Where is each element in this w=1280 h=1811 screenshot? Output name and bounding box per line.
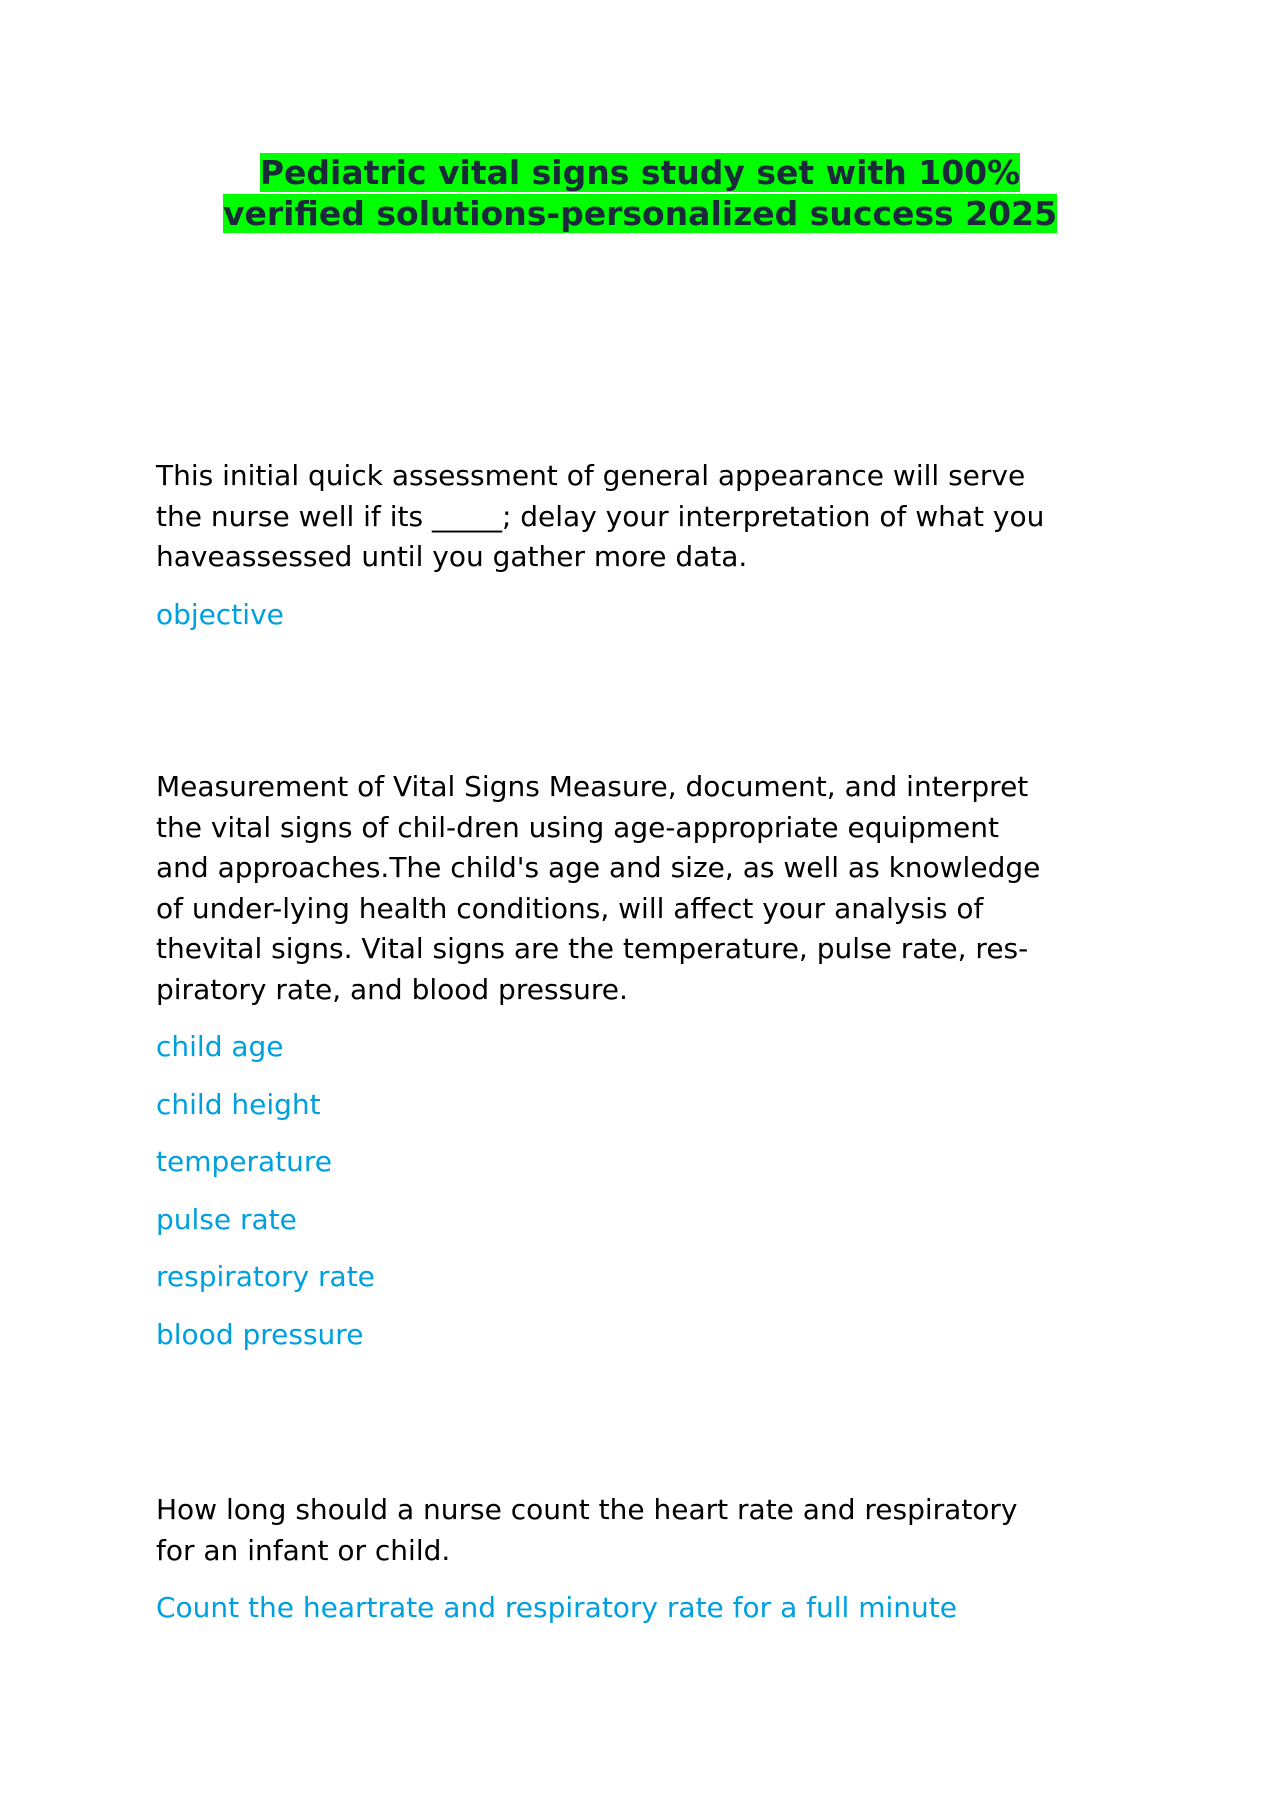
question-line: thevital signs. Vital signs are the temperature, pulse rate, res- xyxy=(156,932,1029,965)
document-title xyxy=(0,152,1280,234)
question-line: Measurement of Vital Signs Measure, document, and interpret xyxy=(156,770,1029,803)
question-text xyxy=(156,1490,1136,1571)
question-line: haveassessed until you gather more data. xyxy=(156,540,748,573)
answer-text: child height xyxy=(156,1087,321,1121)
answer-text: respiratory rate xyxy=(156,1260,375,1293)
question-line: of under-lying health conditions, will affect your analysis of xyxy=(156,891,984,925)
question-line: for an infant or child. xyxy=(156,1533,451,1567)
question-line: This initial quick assessment of general appearance will serve xyxy=(156,459,1026,492)
qa-item-3 xyxy=(156,1490,1136,1629)
question-line: the vital signs of chil-dren using age-appropriate equipment xyxy=(156,810,1000,844)
answer-text: child age xyxy=(156,1030,284,1063)
answer-text: pulse rate xyxy=(156,1202,297,1236)
question-text xyxy=(156,456,1136,578)
question-line: the nurse well if its _____; delay your interpretation of what you xyxy=(156,499,1045,533)
answer-text: Count the heartrate and respiratory rate for a full minute xyxy=(156,1591,957,1624)
question-line: How long should a nurse count the heart rate and respiratory xyxy=(156,1493,1018,1526)
qa-item-1 xyxy=(156,456,1136,635)
question-text xyxy=(156,767,1136,1010)
title-line-1: Pediatric vital signs study set with 100% xyxy=(259,153,1021,192)
answer-text: objective xyxy=(156,597,284,631)
question-line: and approaches.The child's age and size, as well as knowledge xyxy=(156,851,1041,884)
answer-text: blood pressure xyxy=(156,1317,364,1351)
title-line-2: verified solutions-personalized success 2025 xyxy=(222,194,1058,233)
answer-text: temperature xyxy=(156,1145,332,1178)
qa-item-2 xyxy=(156,767,1136,1355)
question-line: piratory rate, and blood pressure. xyxy=(156,972,628,1006)
